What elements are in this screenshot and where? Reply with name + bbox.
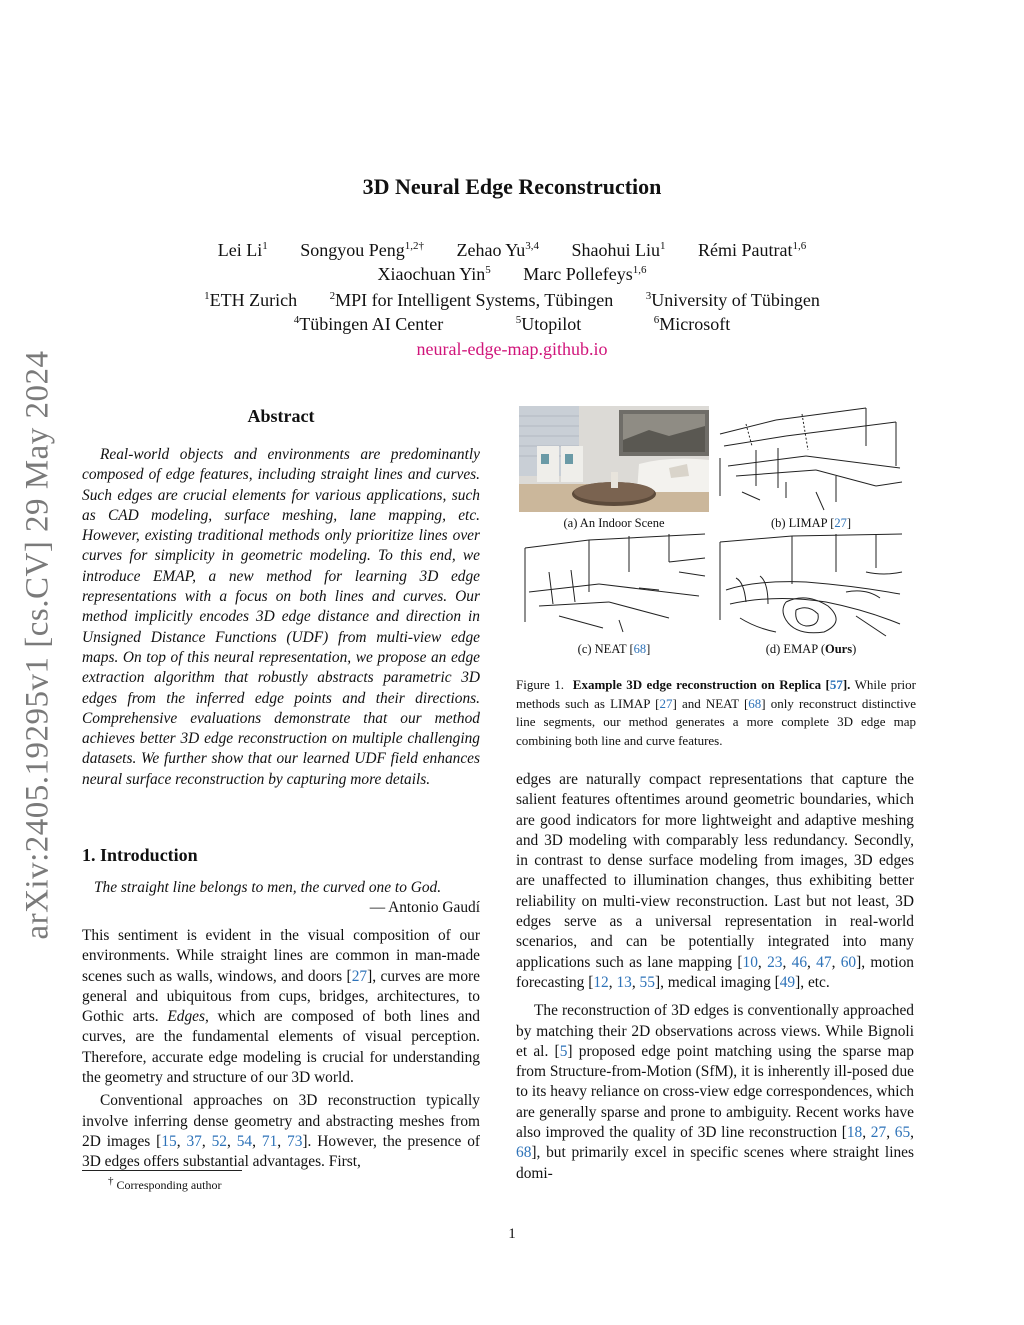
subcaption-c: (c) NEAT [68] bbox=[577, 642, 651, 656]
abstract-heading: Abstract bbox=[247, 406, 315, 426]
citation-link[interactable]: 27 bbox=[351, 967, 368, 985]
right-column-text bbox=[516, 770, 914, 1184]
arxiv-id: arXiv:2405.19295v1 [cs.CV] 29 May 2024 bbox=[19, 350, 56, 940]
citation-link[interactable]: 37 bbox=[186, 1132, 202, 1150]
citation-link[interactable]: 57 bbox=[829, 677, 843, 692]
neat-edge-map bbox=[519, 532, 709, 638]
citation-link[interactable]: 15 bbox=[161, 1132, 177, 1150]
footnote-rule bbox=[82, 1170, 242, 1171]
project-url-link[interactable]: neural-edge-map.github.io bbox=[416, 339, 608, 359]
author-line-2 bbox=[0, 264, 1024, 285]
citation-link[interactable]: 23 bbox=[767, 953, 783, 971]
intro-paragraph-2: Conventional approaches on 3D reconstruction typically involve inferring dense geometry and abstracting meshes from 2D images [15, 37, 52, 54, 71, 73]. However, the presence of 3D edges offers substantial advantages. First, bbox=[82, 1092, 481, 1171]
affiliation-line-1 bbox=[0, 290, 1024, 311]
emap-edge-map bbox=[716, 532, 906, 638]
citation-link[interactable]: 12 bbox=[593, 973, 609, 991]
author: Lei Li$^1$ bbox=[217, 240, 268, 260]
citation-link[interactable]: 47 bbox=[816, 953, 832, 971]
citation-link[interactable]: 73 bbox=[287, 1132, 303, 1150]
affiliation: $^4$Tübingen AI Center bbox=[293, 314, 444, 334]
author: Zehao Yu$^{3,4}$ bbox=[456, 240, 540, 260]
citation-link[interactable]: 10 bbox=[742, 953, 758, 971]
affiliation: $^5$Utopilot bbox=[515, 314, 582, 334]
citation-link[interactable]: 68 bbox=[516, 1144, 532, 1162]
author: Rémi Pautrat$^{1,6}$ bbox=[698, 240, 807, 260]
affiliation: $^2$MPI for Intelligent Systems, Tübingen bbox=[329, 290, 614, 310]
right-paragraph-1: edges are naturally compact representations that capture the salient features oftentimes around geometric boundaries, which are good indicators for more lightweight and adaptive meshing and 3D modeling with comparably less redundancy. Secondly, in contrast to dense surface modeling from images, 3D edges are unaffected to illumination changes, thus exhibiting better reliability on multi-view reconstruction. Last but not least, 3D edges serve as a universal representation in real-world scenarios, and can be potentially integrated into many applications such as lane mapping [10, 23, 46, 47, 60], motion forecasting [12, 13, 55], medical imaging [49], etc. bbox=[516, 771, 914, 991]
affiliation-line-2 bbox=[0, 314, 1024, 335]
epigraph bbox=[82, 878, 480, 918]
citation-link[interactable]: 49 bbox=[779, 973, 796, 991]
citation-link[interactable]: 52 bbox=[211, 1132, 227, 1150]
figure-panel-indoor-scene bbox=[519, 406, 709, 512]
affiliation: $^6$Microsoft bbox=[653, 314, 731, 334]
citation-link[interactable]: 68 bbox=[748, 695, 762, 711]
right-paragraph-2: The reconstruction of 3D edges is conventionally approached by matching their 2D observations across views. While Bignoli et al. [5] proposed edge point matching using the sparse map from Structure-from-Motion (SfM), it is inherently ill-posed due to its heavy reliance on cross-view edge correspondences, which are generally sparse and prone to ambiguity. Recent works have also improved the quality of 3D line reconstruction [18, 27, 65, 68], but primarily excel in specific scenes where straight lines domi- bbox=[516, 1002, 914, 1182]
arxiv-sidebar bbox=[6, 345, 70, 945]
citation-link[interactable]: 60 bbox=[840, 953, 857, 971]
citation-link[interactable]: 27 bbox=[870, 1124, 887, 1142]
subcaption-b: (b) LIMAP [27] bbox=[770, 516, 852, 530]
intro-paragraph-1: This sentiment is evident in the visual composition of our environments. While straight lines are common in man-made scenes such as walls, windows, and doors [27], curves are more general and ubiquitous from cups, bridges, architectures, to Gothic arts. Edges, which are composed of both lines and curves, are the fundamental elements of visual perception. Therefore, accurate edge modeling is crucial for understanding the geometry and structure of our 3D world. bbox=[82, 927, 480, 1087]
subcaption-a: (a) An Indoor Scene bbox=[563, 516, 665, 530]
author: Marc Pollefeys$^{1,6}$ bbox=[523, 264, 647, 284]
introduction-heading: 1. Introduction bbox=[82, 845, 198, 865]
subcaption-d: (d) EMAP (Ours) bbox=[765, 642, 857, 656]
citation-link[interactable]: 55 bbox=[639, 973, 655, 991]
citation-link[interactable]: 5 bbox=[559, 1042, 568, 1060]
figure-panel-emap bbox=[716, 532, 906, 638]
figure-panel-limap bbox=[716, 406, 906, 512]
citation-link[interactable]: 18 bbox=[846, 1124, 863, 1142]
citation-link[interactable]: 54 bbox=[236, 1132, 253, 1150]
citation-link[interactable]: 71 bbox=[261, 1132, 278, 1150]
limap-edge-map bbox=[716, 406, 906, 512]
author: Xiaochuan Yin$^5$ bbox=[377, 264, 491, 284]
citation-link[interactable]: 65 bbox=[894, 1124, 911, 1142]
affiliation: $^1$ETH Zurich bbox=[204, 290, 298, 310]
figure-panel-neat bbox=[519, 532, 709, 638]
epigraph-quote: The straight line belongs to men, the curved one to God. bbox=[94, 879, 442, 896]
affiliation: $^3$University of Tübingen bbox=[645, 290, 820, 310]
introduction-text bbox=[82, 926, 480, 1173]
epigraph-author: — Antonio Gaudí bbox=[369, 899, 480, 916]
author: Shaohui Liu$^1$ bbox=[571, 240, 666, 260]
indoor-scene-image bbox=[519, 406, 709, 512]
citation-link[interactable]: 27 bbox=[659, 695, 673, 711]
citation-link[interactable]: 27 bbox=[834, 516, 847, 530]
footnote: † Corresponding author bbox=[108, 1175, 222, 1192]
figure-1-caption: Figure 1. Example 3D edge reconstruction on Replica [57]. While prior methods such as LIMAP [27] and NEAT [68] only reconstruct distinctive line segments, our method generates a more complete 3D edge map combining both line and curve features. bbox=[516, 677, 916, 748]
abstract-text: Real-world objects and environments are predominantly composed of edge features, including straight lines and curves. Such edges are crucial elements for various applications, such as CAD modeling, surface meshing, lane mapping, etc. However, existing traditional methods only prioritize lines over curves for simplicity in geometric modeling. To this end, we introduce EMAP, a new method for learning 3D edge representations with a focus on both lines and curves. Our method implicitly encodes 3D edge distance and direction in Unsigned Distance Functions (UDF) from multi-view edge maps. On top of this neural representation, we propose an edge extraction algorithm that robustly abstracts parametric 3D edges from the inferred edge points and their directions. Comprehensive evaluations demonstrate that our method achieves better 3D edge reconstruction on multiple challenging datasets. We further show that our learned UDF field enhances neural surface reconstruction by capturing more details. bbox=[82, 446, 480, 788]
page-number: 1 bbox=[508, 1226, 516, 1242]
author-line-1 bbox=[0, 240, 1024, 261]
paper-title: 3D Neural Edge Reconstruction bbox=[362, 174, 662, 199]
citation-link[interactable]: 68 bbox=[633, 642, 647, 656]
author: Songyou Peng$^{1,2\dagger}$ bbox=[300, 240, 424, 260]
citation-link[interactable]: 13 bbox=[616, 973, 632, 991]
citation-link[interactable]: 46 bbox=[791, 953, 808, 971]
